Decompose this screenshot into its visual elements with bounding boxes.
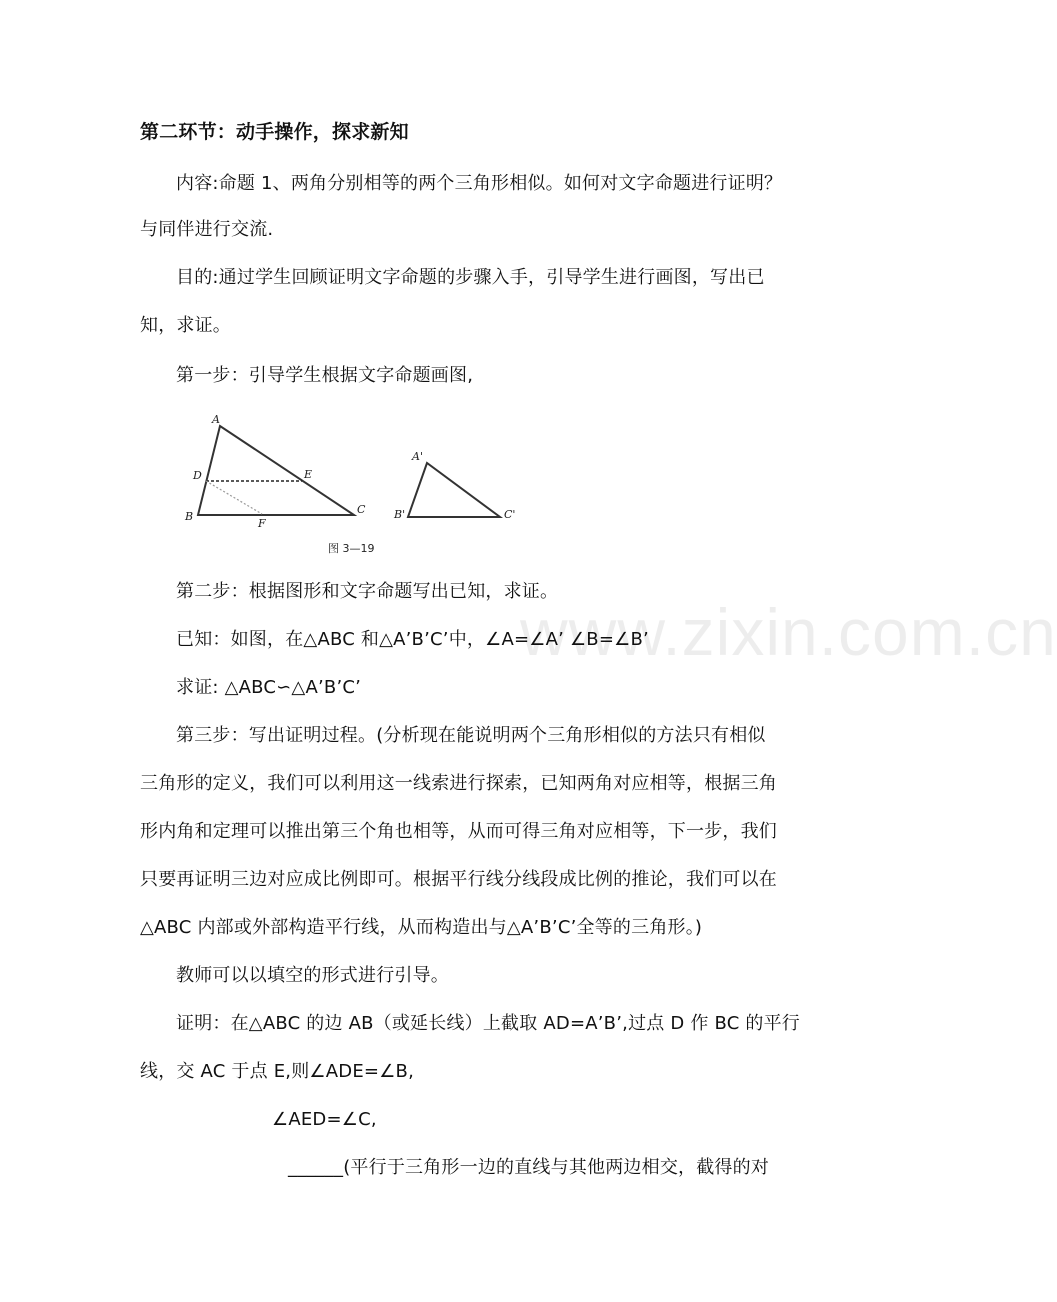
- segment-df: [206, 481, 262, 514]
- prove-text: 求证: △ABC∽△A’B’C’: [176, 677, 362, 698]
- teacher-text: 教师可以以填空的形式进行引导。: [176, 965, 449, 986]
- label-e: E: [304, 468, 313, 481]
- label-c-prime: C': [504, 508, 516, 521]
- label-c: C: [357, 503, 366, 516]
- label-b-prime: B': [394, 508, 406, 521]
- purpose-line-1: 目的:通过学生回顾证明文字命题的步骤入手，引导学生进行画图，写出已: [176, 267, 765, 288]
- proof-line-3: ∠AED=∠C,: [272, 1109, 377, 1130]
- step3-line-5: △ABC 内部或外部构造平行线，从而构造出与△A’B’C’全等的三角形。): [140, 917, 703, 938]
- step3-line-2: 三角形的定义，我们可以利用这一线索进行探索，已知两角对应相等，根据三角: [140, 773, 777, 794]
- purpose-line-2: 知，求证。: [140, 315, 231, 336]
- triangle-abc: [198, 426, 354, 515]
- label-d: D: [193, 469, 202, 482]
- label-a: A: [212, 413, 220, 426]
- proof-line-1: 证明：在△ABC 的边 AB（或延长线）上截取 AD=A’B’,过点 D 作 BC 的平行: [176, 1013, 801, 1034]
- label-a-prime: A': [412, 450, 423, 463]
- proof-line-2: 线，交 AC 于点 E,则∠ADE=∠B,: [140, 1061, 414, 1082]
- content-line-1: 内容:命题 1、两角分别相等的两个三角形相似。如何对文字命题进行证明？: [176, 173, 783, 194]
- content-line-2: 与同伴进行交流.: [140, 219, 274, 240]
- triangle-figure: [182, 410, 542, 560]
- label-b: B: [185, 510, 194, 523]
- step2-text: 第二步：根据图形和文字命题写出已知，求证。: [176, 581, 559, 602]
- step1-text: 第一步：引导学生根据文字命题画图,: [176, 365, 474, 386]
- step3-line-4: 只要再证明三边对应成比例即可。根据平行线分线段成比例的推论，我们可以在: [140, 869, 777, 890]
- proof-line-4: ______(平行于三角形一边的直线与其他两边相交，截得的对: [288, 1157, 770, 1178]
- section-heading: 第二环节：动手操作，探求新知: [140, 121, 409, 143]
- label-f: F: [258, 517, 266, 530]
- step3-line-1: 第三步：写出证明过程。(分析现在能说明两个三角形相似的方法只有相似: [176, 725, 766, 746]
- figure-caption: 图 3—19: [328, 542, 375, 555]
- watermark: www.zixin.com.cn: [520, 595, 1057, 669]
- triangle-diagram: [182, 410, 542, 560]
- triangle-a2b2c2: [408, 463, 500, 517]
- step3-line-3: 形内角和定理可以推出第三个角也相等，从而可得三角对应相等，下一步，我们: [140, 821, 777, 842]
- given-text: 已知：如图，在△ABC 和△A’B’C’中，∠A=∠A’ ∠B=∠B’: [176, 629, 649, 650]
